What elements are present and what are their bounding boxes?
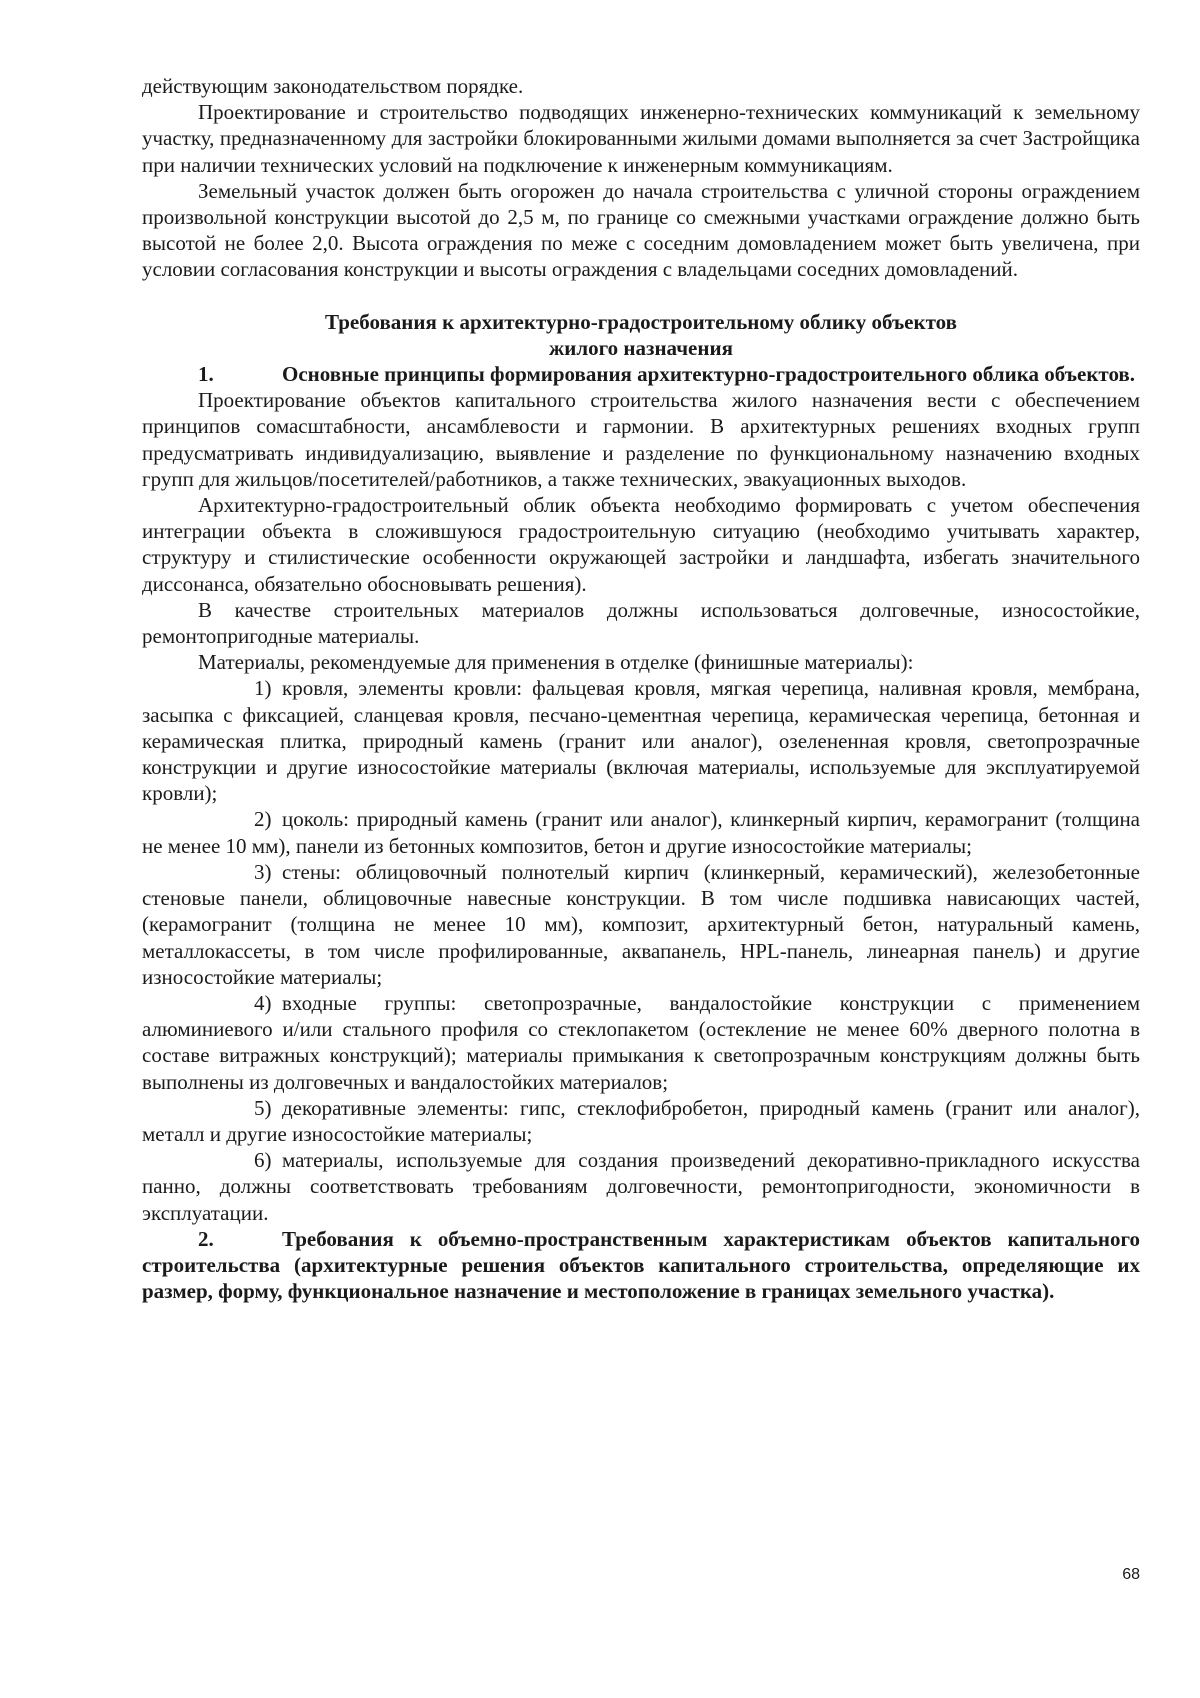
section-heading-line2: жилого назначения [549,335,733,360]
paragraph-communications: Проектирование и строительство подводящих инженерно-технических коммуникаций к земельному участку, предназначенному для застройки блокированными жилыми домами выполняется за счет Застройщика при наличии технических условий на подключение к инженерным коммуникациям. [142,100,1140,177]
subsection-2-number: 2. [198,1226,214,1251]
paragraph-continuation: действующим законодательством порядке. [142,74,524,98]
list-item-text: входные группы: светопрозрачные, вандалостойкие конструкции с применением алюминиевого и/или стального профиля со стеклопакетом (остекление не менее 60% дверного полотна в составе витражных конструкций); материалы примыкания к светопрозрачным конструкциям должны быть выполнены из долговечных и вандалостойких материалов; [142,990,1140,1094]
list-item-number: 2) [254,807,272,832]
paragraph-fence: Земельный участок должен быть огорожен до начала строительства с уличной стороны ограждением произвольной конструкции высотой до 2,5 м, по границе со смежными участками ограждение должно быть высотой не более 2,0. Высота ограждения по меже с соседним домовладением может быть увеличена, при условии согласования конструкции и высоты ограждения с владельцами соседних домовладений. [142,178,1140,282]
list-item-text: кровля, элементы кровли: фальцевая кровля, мягкая черепица, наливная кровля, мембрана, засыпка с фиксацией, сланцевая кровля, песчано-цементная черепица, керамическая черепица, бетонная и керамическая плитка, природный камень (гранит или аналог), озелененная кровля, светопрозрачные конструкции и другие износостойкие материалы (включая материалы, используемые для эксплуатируемой кровли); [142,676,1140,806]
document-page [142,73,1140,1304]
list-item-number: 4) [254,990,272,1015]
paragraph-building-materials: В качестве строительных материалов должны использоваться долговечные, износостойкие, ремонтопригодные материалы. [142,597,1140,649]
subsection-1-number: 1. [198,362,214,387]
subsection-2-title [142,1226,1140,1305]
list-item [142,806,1140,858]
list-item-text: материалы, используемые для создания произведений декоративно-прикладного искусства панно, должны соответствовать требованиям долговечности, ремонтопригодности, экономичности в эксплуатации. [142,1148,1140,1225]
list-item-number: 6) [254,1148,272,1173]
list-item-text: цоколь: природный камень (гранит или аналог), клинкерный кирпич, керамогранит (толщина не менее 10 мм), панели из бетонных композитов, бетон и другие износостойкие материалы; [142,807,1140,858]
paragraph-design-principles: Проектирование объектов капитального строительства жилого назначения вести с обеспечением принципов сомасштабности, ансамблевости и гармонии. В архитектурных решениях входных групп предусматривать индивидуализацию, выявление и разделение по функциональному назначению входных групп для жильцов/посетителей/работников, а также технических, эвакуационных выходов. [142,388,1140,491]
section-heading [142,309,1140,361]
list-item-text: декоративные элементы: гипс, стеклофибробетон, природный камень (гранит или аналог), металл и другие износостойкие материалы; [142,1095,1140,1146]
list-item-text: стены: облицовочный полнотелый кирпич (клинкерный, керамический), железобетонные стеновые панели, облицовочные навесные конструкции. В том числе подшивка нависающих частей, (керамогранит (толщина не менее 10 мм), композит, архитектурный бетон, натуральный камень, металлокассеты, в том числе профилированные, аквапанель, HPL-панель, линеарная панель) и другие износостойкие материалы; [142,859,1140,989]
list-item [142,859,1140,990]
subsection-1-title [142,361,1140,387]
section-heading-line1: Требования к архитектурно-градостроительному облику объектов [325,309,957,334]
list-item-number: 1) [254,676,272,701]
paragraph-finish-materials: Материалы, рекомендуемые для применения в отделке (финишные материалы): [198,650,914,675]
list-item [142,990,1140,1095]
list-item [142,1147,1140,1226]
list-item [142,675,1140,806]
paragraph-integration: Архитектурно-градостроительный облик объекта необходимо формировать с учетом обеспечения интеграции объекта в сложившуюся градостроительную ситуацию (необходимо учитывать характер, структуру и стилистические особенности окружающей застройки и ландшафта, избегать значительного диссонанса, обязательно обосновывать решения). [142,493,1140,596]
page-number: 68 [1122,1566,1140,1583]
list-item [142,1095,1140,1147]
subsection-2-text: Требования к объемно-пространственным характеристикам объектов капитального строительства (архитектурные решения объектов капитального строительства, определяющие их размер, форму, функциональное назначение и местоположение в границах земельного участка). [142,1226,1140,1304]
list-item-number: 5) [254,1095,272,1120]
subsection-1-text: Основные принципы формирования архитектурно-градостроительного облика объектов. [282,362,1136,387]
list-item-number: 3) [254,859,272,884]
